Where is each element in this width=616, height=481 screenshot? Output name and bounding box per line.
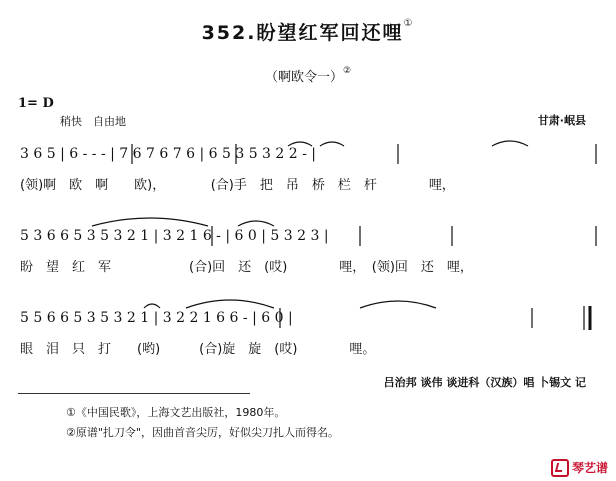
score-row-1-lyrics: (领)啊 欧 啊 欧)， (合)手 把 吊 桥 栏 杆 哩， xyxy=(20,178,455,193)
subtitle-footnote-marker: ② xyxy=(342,66,352,76)
footnote-divider xyxy=(18,393,250,394)
song-title xyxy=(0,18,616,45)
footnote-2: ②原谱"扎刀令"，因曲首音尖厉，好似尖刀扎人而得名。 xyxy=(66,426,339,439)
watermark-text: 琴艺谱 xyxy=(571,460,608,475)
song-title-text: 352.盼望红军回还哩 xyxy=(201,22,404,44)
score-row-1-notes: 3 6 5 | 6 - - - | 7 6 7 6 7 6 | 6 5 3 5 3 2 2 - | xyxy=(20,146,317,162)
score-row-2-notes: 5 3 6 6 5 3 5 3 2 1 | 3 2 1 6 - | 6 0 | 5 3 2 3 | xyxy=(20,228,329,244)
song-origin: 甘肃·岷县 xyxy=(537,114,586,127)
logo-icon xyxy=(551,459,569,477)
tempo-marking: 稍快 自由地 xyxy=(60,115,126,128)
watermark-logo xyxy=(551,459,608,478)
key-signature: 1= D xyxy=(18,96,54,111)
song-subtitle xyxy=(0,66,616,85)
performer-credits: 吕治邦 谈伟 谈进科（汉族）唱 卜锡文 记 xyxy=(383,376,586,389)
footnote-1: ①《中国民歌》，上海文艺出版社，1980年。 xyxy=(66,406,286,419)
score-row-3-lyrics: 眼 泪 只 打 (哟) (合)旋 旋 (哎) 哩。 xyxy=(20,342,376,357)
title-footnote-marker: ① xyxy=(403,18,415,29)
score-row-3-notes: 5 5 6 6 5 3 5 3 2 1 | 3 2 2 1 6 6 - | 6 0 | xyxy=(20,310,293,326)
song-subtitle-text: （啊欧令一） xyxy=(264,70,343,85)
score-row-2-lyrics: 盼 望 红 军 (合)回 还 (哎) 哩， (领)回 还 哩， xyxy=(20,260,473,275)
